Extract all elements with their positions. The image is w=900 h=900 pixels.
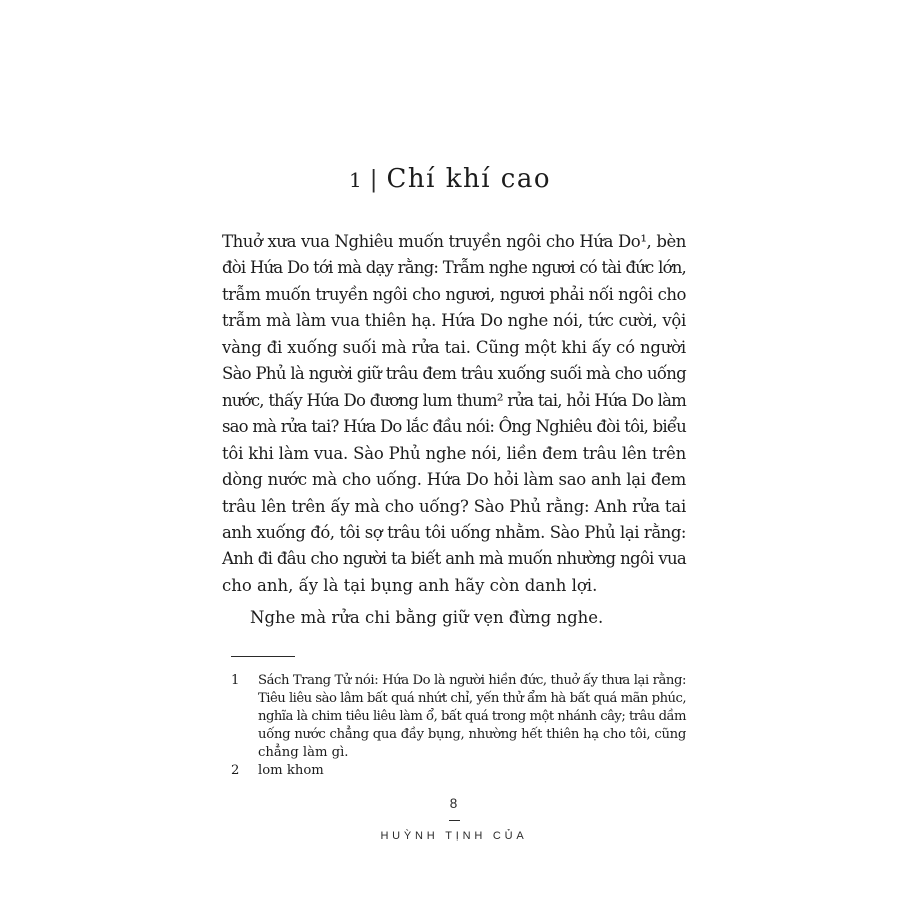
body-line: trẫm muốn truyền ngôi cho ngươi, ngươi phải nối ngôi cho	[222, 284, 686, 304]
body-line: Thuở xưa vua Nghiêu muốn truyền ngôi cho Hứa Do¹, bèn	[222, 232, 686, 251]
body-line: Nghe mà rửa chi bằng giữ vẹn đừng nghe.	[250, 608, 604, 628]
footnotes	[231, 672, 686, 781]
body-text	[222, 229, 686, 632]
body-line: nước, thấy Hứa Do đương lum thum² rửa tai, hỏi Hứa Do làm	[222, 390, 686, 410]
footnote-divider	[231, 656, 295, 657]
footnote	[231, 672, 686, 762]
footnote-line: Tiêu liêu sào lâm bất quá nhứt chỉ, yến thử ẩm hà bất quá mãn phúc,	[258, 691, 686, 707]
body-line: Sào Phủ là người giữ trâu đem trâu xuống suối mà cho uống	[222, 364, 686, 384]
body-line: dòng nước mà cho uống. Hứa Do hỏi làm sao anh lại đem	[222, 470, 686, 490]
footnote-number: 1	[231, 673, 240, 688]
footer-dash	[449, 820, 460, 821]
body-line: trâu lên trên ấy mà cho uống? Sào Phủ rằng: Anh rửa tai	[222, 496, 686, 516]
body-line: cho anh, ấy là tại bụng anh hãy còn danh lợi.	[222, 575, 598, 595]
page-number: 8	[449, 796, 459, 811]
paragraph	[222, 229, 686, 599]
body-line: sao mà rửa tai? Hứa Do lắc đầu nói: Ông Nghiêu đòi tôi, biểu	[222, 417, 686, 437]
author-name: HUỲNH TỊNH CỦA	[380, 830, 528, 842]
chapter-title	[0, 160, 900, 201]
body-line: vàng đi xuống suối mà rửa tai. Cũng một khi ấy có người	[222, 337, 686, 357]
body-line: Anh đi đâu cho người ta biết anh mà muốn nhường ngôi vua	[222, 549, 686, 569]
footnote-text	[258, 762, 686, 780]
footnote-line: chẳng làm gì.	[258, 745, 349, 761]
footnote-number: 2	[231, 763, 240, 779]
footnote-line: nghĩa là chim tiêu liêu làm ổ, bất quá trong một nhánh cây; trâu dầm	[258, 709, 686, 725]
page-footer	[222, 796, 686, 843]
body-line: tôi khi làm vua. Sào Phủ nghe nói, liền đem trâu lên trên	[222, 443, 686, 463]
body-line: anh xuống đó, tôi sợ trâu tôi uống nhằm. Sào Phủ lại rằng:	[222, 522, 686, 542]
body-line: đòi Hứa Do tới mà dạy rằng: Trẫm nghe ngươi có tài đức lớn,	[222, 258, 686, 278]
chapter-number: 1	[349, 168, 363, 192]
chapter-title-separator: |	[369, 167, 378, 193]
footnote	[231, 762, 686, 780]
chapter-name: Chí khí cao	[386, 164, 551, 194]
footnote-line: Sách Trang Tử nói: Hứa Do là người hiền đức, thuở ấy thưa lại rằng:	[258, 673, 686, 688]
paragraph	[222, 605, 686, 631]
footnote-text	[258, 672, 686, 762]
footnote-line: lom khom	[258, 763, 324, 779]
footnote-line: uống nước chẳng qua đầy bụng, nhường hết thiên hạ cho tôi, cũng	[258, 727, 686, 743]
body-line: trẫm mà làm vua thiên hạ. Hứa Do nghe nói, tức cười, vội	[222, 311, 686, 331]
